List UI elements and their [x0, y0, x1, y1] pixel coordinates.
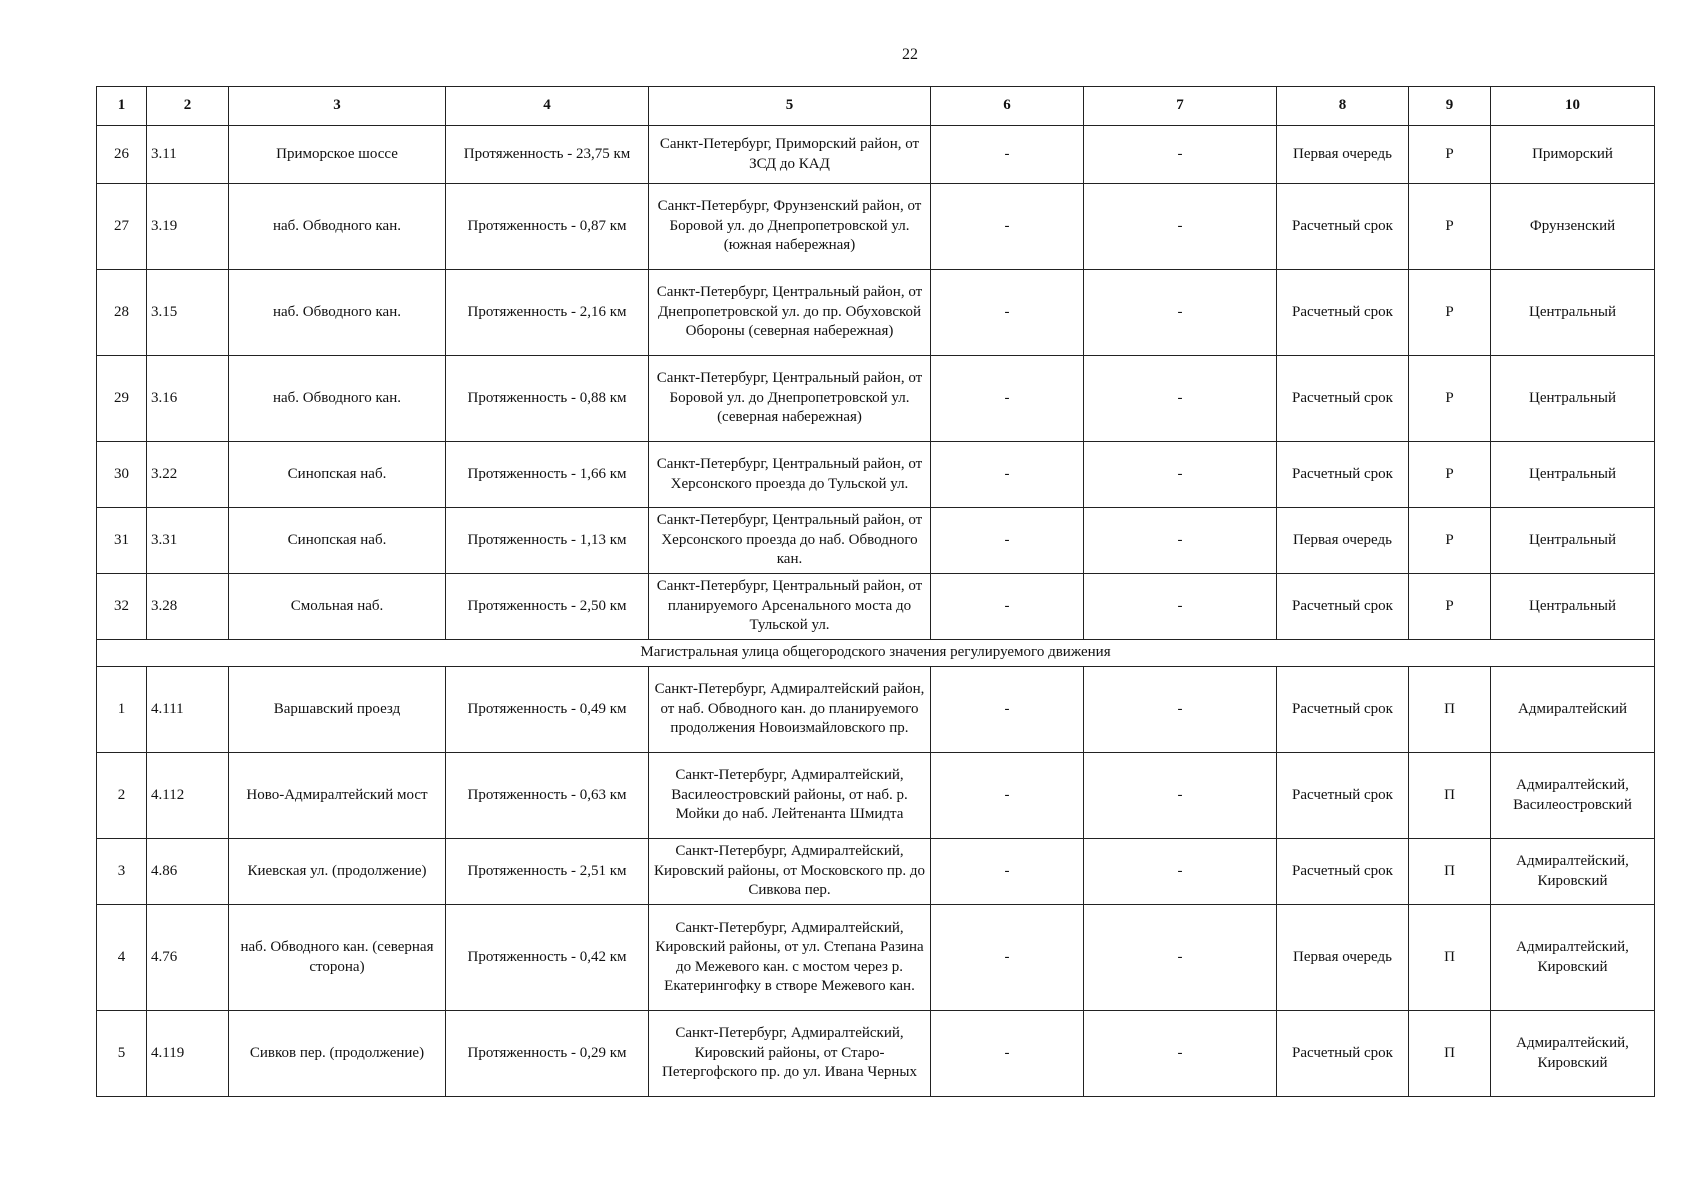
cell-type: Р	[1409, 574, 1491, 640]
cell-col6: -	[931, 753, 1084, 839]
cell-row-number: 31	[97, 508, 147, 574]
cell-col6: -	[931, 126, 1084, 184]
cell-location: Санкт-Петербург, Адмиралтейский, Кировский районы, от ул. Степана Разина до Межевого кан. с мостом через р. Екатерингофку в створе Межевого кан.	[649, 905, 931, 1011]
column-header: 8	[1277, 87, 1409, 126]
cell-row-number: 1	[97, 667, 147, 753]
cell-row-number: 29	[97, 356, 147, 442]
cell-name: наб. Обводного кан.	[229, 270, 446, 356]
table-row	[97, 574, 1655, 640]
column-header: 4	[446, 87, 649, 126]
cell-name: Варшавский проезд	[229, 667, 446, 753]
cell-code: 4.86	[147, 839, 229, 905]
cell-location: Санкт-Петербург, Адмиралтейский район, от наб. Обводного кан. до планируемого продолжения Новоизмайловского пр.	[649, 667, 931, 753]
cell-col7: -	[1084, 126, 1277, 184]
cell-col7: -	[1084, 270, 1277, 356]
cell-name: наб. Обводного кан. (северная сторона)	[229, 905, 446, 1011]
road-registry-table	[96, 86, 1655, 1097]
cell-name: наб. Обводного кан.	[229, 356, 446, 442]
cell-location: Санкт-Петербург, Центральный район, от Боровой ул. до Днепропетровской ул. (северная набережная)	[649, 356, 931, 442]
cell-col7: -	[1084, 839, 1277, 905]
cell-col7: -	[1084, 442, 1277, 508]
cell-type: Р	[1409, 508, 1491, 574]
cell-type: Р	[1409, 270, 1491, 356]
cell-col7: -	[1084, 905, 1277, 1011]
cell-code: 3.11	[147, 126, 229, 184]
table-row	[97, 667, 1655, 753]
cell-location: Санкт-Петербург, Фрунзенский район, от Боровой ул. до Днепропетровской ул. (южная набережная)	[649, 184, 931, 270]
cell-col6: -	[931, 839, 1084, 905]
cell-col7: -	[1084, 184, 1277, 270]
cell-location: Санкт-Петербург, Адмиралтейский, Кировский районы, от Московского пр. до Сивкова пер.	[649, 839, 931, 905]
cell-col6: -	[931, 442, 1084, 508]
cell-stage: Первая очередь	[1277, 126, 1409, 184]
cell-name: Киевская ул. (продолжение)	[229, 839, 446, 905]
cell-code: 3.16	[147, 356, 229, 442]
cell-stage: Расчетный срок	[1277, 184, 1409, 270]
cell-row-number: 28	[97, 270, 147, 356]
cell-stage: Расчетный срок	[1277, 574, 1409, 640]
column-header: 3	[229, 87, 446, 126]
cell-length: Протяженность - 1,13 км	[446, 508, 649, 574]
cell-district: Адмиралтейский	[1491, 667, 1655, 753]
cell-stage: Расчетный срок	[1277, 356, 1409, 442]
cell-district: Центральный	[1491, 442, 1655, 508]
cell-name: Сивков пер. (продолжение)	[229, 1011, 446, 1097]
cell-col6: -	[931, 508, 1084, 574]
cell-code: 3.22	[147, 442, 229, 508]
cell-name: Ново-Адмиралтейский мост	[229, 753, 446, 839]
cell-type: П	[1409, 1011, 1491, 1097]
table-row	[97, 442, 1655, 508]
cell-length: Протяженность - 0,49 км	[446, 667, 649, 753]
cell-row-number: 32	[97, 574, 147, 640]
column-header: 10	[1491, 87, 1655, 126]
cell-code: 3.15	[147, 270, 229, 356]
cell-length: Протяженность - 0,88 км	[446, 356, 649, 442]
cell-stage: Расчетный срок	[1277, 839, 1409, 905]
cell-district: Приморский	[1491, 126, 1655, 184]
cell-code: 3.31	[147, 508, 229, 574]
cell-col7: -	[1084, 574, 1277, 640]
cell-type: П	[1409, 753, 1491, 839]
cell-code: 4.112	[147, 753, 229, 839]
table-row	[97, 839, 1655, 905]
cell-stage: Расчетный срок	[1277, 442, 1409, 508]
cell-length: Протяженность - 0,29 км	[446, 1011, 649, 1097]
cell-district: Центральный	[1491, 270, 1655, 356]
cell-type: П	[1409, 905, 1491, 1011]
cell-col7: -	[1084, 753, 1277, 839]
cell-length: Протяженность - 0,63 км	[446, 753, 649, 839]
cell-code: 4.76	[147, 905, 229, 1011]
cell-location: Санкт-Петербург, Адмиралтейский, Кировский районы, от Старо-Петергофского пр. до ул. Ивана Черных	[649, 1011, 931, 1097]
cell-name: Смольная наб.	[229, 574, 446, 640]
table-row	[97, 1011, 1655, 1097]
table-row	[97, 356, 1655, 442]
cell-stage: Расчетный срок	[1277, 753, 1409, 839]
page-number: 22	[902, 46, 918, 63]
cell-name: наб. Обводного кан.	[229, 184, 446, 270]
cell-row-number: 3	[97, 839, 147, 905]
section-title: Магистральная улица общегородского значения регулируемого движения	[97, 640, 1655, 667]
column-header: 7	[1084, 87, 1277, 126]
table-row	[97, 905, 1655, 1011]
table-row	[97, 508, 1655, 574]
cell-location: Санкт-Петербург, Адмиралтейский, Василеостровский районы, от наб. р. Мойки до наб. Лейтенанта Шмидта	[649, 753, 931, 839]
cell-col6: -	[931, 356, 1084, 442]
cell-length: Протяженность - 0,87 км	[446, 184, 649, 270]
cell-code: 4.119	[147, 1011, 229, 1097]
cell-col6: -	[931, 270, 1084, 356]
cell-col6: -	[931, 574, 1084, 640]
cell-row-number: 5	[97, 1011, 147, 1097]
column-header: 1	[97, 87, 147, 126]
cell-district: Адмиралтейский, Кировский	[1491, 905, 1655, 1011]
cell-type: Р	[1409, 184, 1491, 270]
cell-code: 3.28	[147, 574, 229, 640]
cell-col7: -	[1084, 1011, 1277, 1097]
cell-stage: Первая очередь	[1277, 905, 1409, 1011]
header-row	[97, 87, 1655, 126]
cell-col6: -	[931, 667, 1084, 753]
table-row	[97, 184, 1655, 270]
cell-type: П	[1409, 839, 1491, 905]
cell-length: Протяженность - 2,16 км	[446, 270, 649, 356]
cell-location: Санкт-Петербург, Центральный район, от Херсонского проезда до наб. Обводного кан.	[649, 508, 931, 574]
cell-length: Протяженность - 1,66 км	[446, 442, 649, 508]
cell-code: 3.19	[147, 184, 229, 270]
cell-district: Центральный	[1491, 574, 1655, 640]
cell-location: Санкт-Петербург, Центральный район, от Херсонского проезда до Тульской ул.	[649, 442, 931, 508]
cell-col7: -	[1084, 508, 1277, 574]
table-row	[97, 126, 1655, 184]
cell-stage: Расчетный срок	[1277, 270, 1409, 356]
cell-stage: Первая очередь	[1277, 508, 1409, 574]
column-header: 2	[147, 87, 229, 126]
cell-location: Санкт-Петербург, Приморский район, от ЗСД до КАД	[649, 126, 931, 184]
cell-length: Протяженность - 2,50 км	[446, 574, 649, 640]
cell-district: Центральный	[1491, 356, 1655, 442]
table-row	[97, 753, 1655, 839]
cell-row-number: 27	[97, 184, 147, 270]
cell-type: Р	[1409, 126, 1491, 184]
cell-length: Протяженность - 2,51 км	[446, 839, 649, 905]
cell-district: Центральный	[1491, 508, 1655, 574]
section-row	[97, 640, 1655, 667]
cell-name: Синопская наб.	[229, 442, 446, 508]
cell-location: Санкт-Петербург, Центральный район, от Днепропетровской ул. до пр. Обуховской Обороны (северная набережная)	[649, 270, 931, 356]
cell-location: Санкт-Петербург, Центральный район, от планируемого Арсенального моста до Тульской ул.	[649, 574, 931, 640]
cell-type: Р	[1409, 442, 1491, 508]
cell-district: Фрунзенский	[1491, 184, 1655, 270]
cell-code: 4.111	[147, 667, 229, 753]
cell-district: Адмиралтейский, Кировский	[1491, 839, 1655, 905]
cell-name: Приморское шоссе	[229, 126, 446, 184]
cell-district: Адмиралтейский, Василеостровский	[1491, 753, 1655, 839]
cell-col7: -	[1084, 356, 1277, 442]
cell-stage: Расчетный срок	[1277, 667, 1409, 753]
cell-col6: -	[931, 1011, 1084, 1097]
cell-name: Синопская наб.	[229, 508, 446, 574]
cell-col6: -	[931, 905, 1084, 1011]
cell-type: П	[1409, 667, 1491, 753]
column-header: 5	[649, 87, 931, 126]
table-row	[97, 270, 1655, 356]
cell-stage: Расчетный срок	[1277, 1011, 1409, 1097]
cell-row-number: 4	[97, 905, 147, 1011]
cell-col6: -	[931, 184, 1084, 270]
column-header: 6	[931, 87, 1084, 126]
column-header: 9	[1409, 87, 1491, 126]
cell-row-number: 2	[97, 753, 147, 839]
cell-row-number: 26	[97, 126, 147, 184]
cell-row-number: 30	[97, 442, 147, 508]
cell-length: Протяженность - 23,75 км	[446, 126, 649, 184]
cell-length: Протяженность - 0,42 км	[446, 905, 649, 1011]
cell-col7: -	[1084, 667, 1277, 753]
cell-type: Р	[1409, 356, 1491, 442]
cell-district: Адмиралтейский, Кировский	[1491, 1011, 1655, 1097]
